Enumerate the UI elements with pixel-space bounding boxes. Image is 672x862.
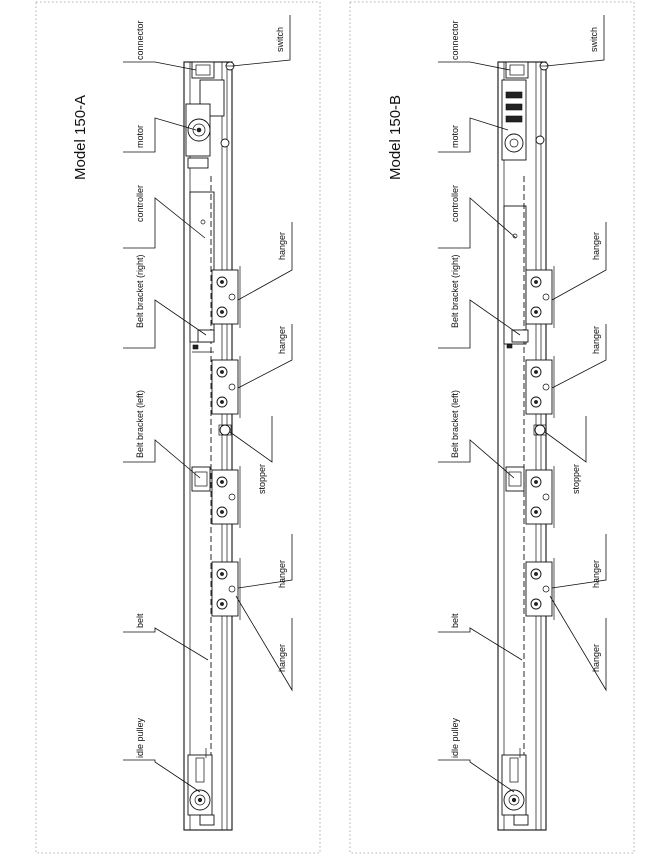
controller-box — [190, 192, 214, 342]
leader-hanger — [550, 596, 606, 690]
label-idle-pulley: idle pulley — [135, 717, 145, 758]
hanger-unit — [212, 558, 240, 620]
label-connector: connector — [450, 20, 460, 60]
label-motor: motor — [135, 124, 145, 148]
label-hanger: hanger — [277, 231, 287, 260]
panel-model-150-b — [387, 15, 606, 830]
label-stopper: stopper — [257, 463, 267, 494]
label-hanger: hanger — [591, 325, 601, 354]
label-belt: belt — [450, 613, 460, 628]
label-belt-bracket-right: Belt bracket (right) — [135, 254, 145, 328]
label-belt-bracket-left: Belt bracket (left) — [135, 389, 145, 458]
label-belt-bracket-left: Belt bracket (left) — [450, 389, 460, 458]
label-hanger: hanger — [591, 559, 601, 588]
hanger-unit — [212, 266, 240, 328]
label-connector: connector — [135, 20, 145, 60]
hanger-unit — [526, 466, 554, 528]
model-title: Model 150-A — [72, 94, 89, 180]
label-switch: switch — [589, 26, 599, 52]
label-controller: controller — [450, 184, 460, 222]
hanger-unit — [526, 266, 554, 328]
label-idle-pulley: idle pulley — [450, 717, 460, 758]
leader-stopper — [230, 416, 272, 462]
label-switch: switch — [275, 26, 285, 52]
label-stopper: stopper — [571, 463, 581, 494]
rail-body — [184, 62, 232, 830]
hanger-unit — [526, 356, 554, 418]
hanger-unit — [212, 466, 240, 528]
hanger-unit — [526, 558, 554, 620]
rail-body — [498, 62, 546, 830]
label-belt: belt — [135, 613, 145, 628]
model-title: Model 150-B — [387, 94, 404, 180]
belt-bracket-right — [512, 330, 528, 342]
label-motor: motor — [450, 124, 460, 148]
motor-pulley — [505, 134, 523, 152]
label-controller: controller — [135, 184, 145, 222]
belt-bracket-right — [198, 330, 214, 342]
leader-hanger — [236, 596, 292, 690]
label-hanger: hanger — [277, 559, 287, 588]
panel-model-150-a — [72, 15, 292, 830]
label-hanger: hanger — [591, 231, 601, 260]
leader-stopper — [545, 416, 586, 462]
label-belt-bracket-right: Belt bracket (right) — [450, 254, 460, 328]
label-hanger: hanger — [277, 643, 287, 672]
stopper-part — [535, 425, 545, 435]
label-hanger: hanger — [591, 643, 601, 672]
controller-box — [504, 206, 526, 344]
stopper-part — [220, 425, 230, 435]
hanger-unit — [212, 356, 240, 418]
label-hanger: hanger — [277, 325, 287, 354]
